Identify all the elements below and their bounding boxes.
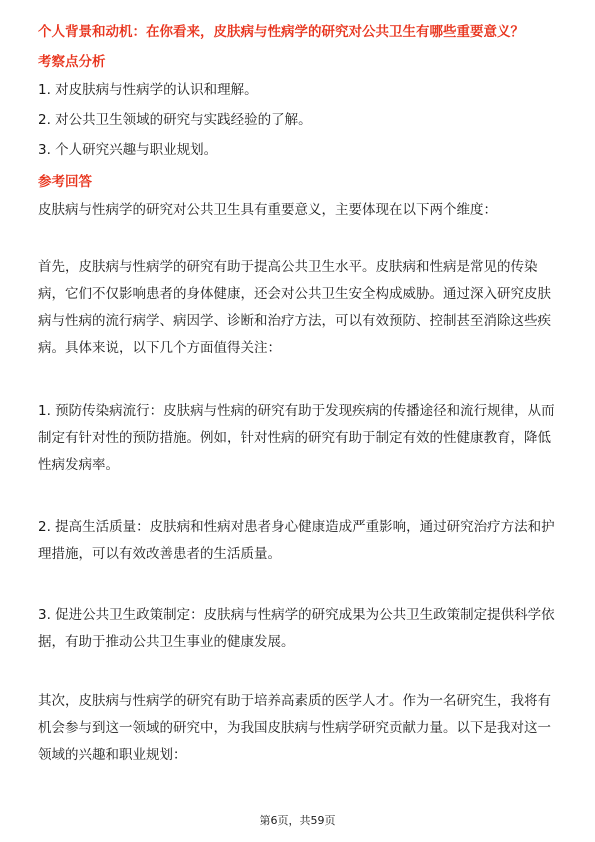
analysis-point: 2. 对公共卫生领域的研究与实践经验的了解。 xyxy=(38,112,312,128)
analysis-point: 3. 个人研究兴趣与职业规划。 xyxy=(38,142,218,158)
answer-paragraph: 其次，皮肤病与性病学的研究有助于培养高素质的医学人才。作为一名研究生，我将有机会参与到这一领域的研究中，为我国皮肤病与性病学研究贡献力量。以下是我对这一领域的兴趣和职业规划： xyxy=(38,693,551,763)
page-number: 第6页，共59页 xyxy=(259,814,336,827)
answer-title: 参考回答 xyxy=(38,174,92,190)
analysis-point: 1. 对皮肤病与性病学的认识和理解。 xyxy=(38,82,258,98)
answer-paragraph: 首先，皮肤病与性病学的研究有助于提高公共卫生水平。皮肤病和性病是常见的传染病，它们不仅影响患者的身体健康，还会对公共卫生安全构成威胁。通过深入研究皮肤病与性病的流行病学、病因学、诊断和治疗方法，可以有效预防、控制甚至消除这些疾病。具体来说，以下几个方面值得关注： xyxy=(38,259,551,356)
question-heading: 个人背景和动机：在你看来，皮肤病与性病学的研究对公共卫生有哪些重要意义？ xyxy=(38,24,524,40)
answer-intro: 皮肤病与性病学的研究对公共卫生具有重要意义，主要体现在以下两个维度： xyxy=(38,202,497,218)
answer-paragraph: 1. 预防传染病流行：皮肤病与性病的研究有助于发现疾病的传播途径和流行规律，从而制定有针对性的预防措施。例如，针对性病的研究有助于制定有效的性健康教育，降低性病发病率。 xyxy=(38,403,555,473)
analysis-title: 考察点分析 xyxy=(38,54,106,70)
answer-paragraph: 2. 提高生活质量：皮肤病和性病对患者身心健康造成严重影响，通过研究治疗方法和护理措施，可以有效改善患者的生活质量。 xyxy=(38,519,555,562)
answer-paragraph: 3. 促进公共卫生政策制定：皮肤病与性病学的研究成果为公共卫生政策制定提供科学依据，有助于推动公共卫生事业的健康发展。 xyxy=(38,607,555,650)
